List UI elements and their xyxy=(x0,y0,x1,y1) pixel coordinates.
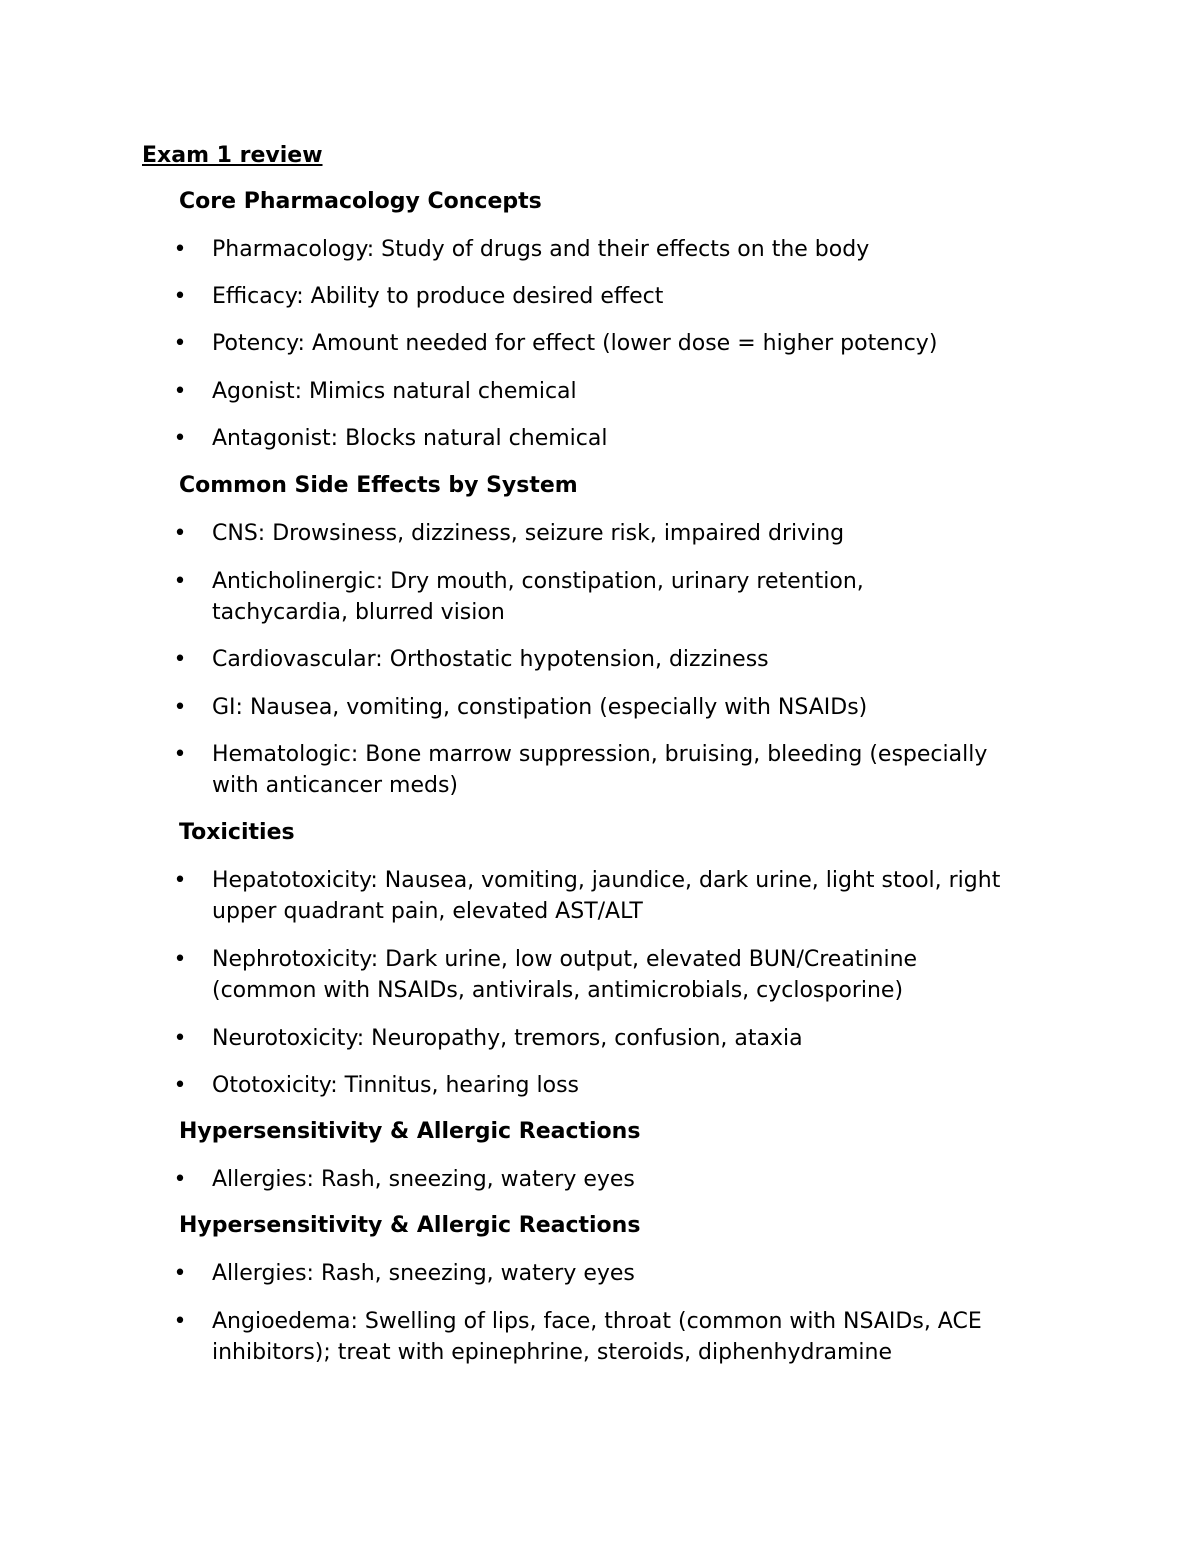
list-item-text: Nephrotoxicity: Dark urine, low output, elevated BUN/Creatinine (common with NSAIDs, antivirals, antimicrobials, cyclosporine) xyxy=(212,947,918,1003)
list-item-text: Cardiovascular: Orthostatic hypotension, dizziness xyxy=(212,647,769,672)
bullet-icon: • xyxy=(173,379,187,404)
bullet-icon: • xyxy=(173,1026,187,1051)
list-item-text: CNS: Drowsiness, dizziness, seizure risk, impaired driving xyxy=(212,521,845,546)
section-heading: Core Pharmacology Concepts xyxy=(179,189,542,214)
list-item-text: Anticholinergic: Dry mouth, constipation, urinary retention, tachycardia, blurred vision xyxy=(212,569,864,625)
bullet-icon: • xyxy=(173,1309,187,1334)
bullet-icon: • xyxy=(173,647,187,672)
list-item-text: Neurotoxicity: Neuropathy, tremors, confusion, ataxia xyxy=(212,1026,803,1051)
section-heading: Toxicities xyxy=(179,820,295,845)
list-item-text: Allergies: Rash, sneezing, watery eyes xyxy=(212,1167,635,1192)
section-heading: Hypersensitivity & Allergic Reactions xyxy=(179,1213,641,1238)
bullet-icon: • xyxy=(173,947,187,972)
list-item-text: Potency: Amount needed for effect (lower dose = higher potency) xyxy=(212,331,938,356)
list-item-text: Allergies: Rash, sneezing, watery eyes xyxy=(212,1261,635,1286)
bullet-icon: • xyxy=(173,1073,187,1098)
list-item-text: Angioedema: Swelling of lips, face, throat (common with NSAIDs, ACE inhibitors); treat with epinephrine, steroids, diphenhydramine xyxy=(212,1309,982,1365)
bullet-icon: • xyxy=(173,569,187,594)
section-heading: Hypersensitivity & Allergic Reactions xyxy=(179,1119,641,1144)
bullet-icon: • xyxy=(173,868,187,893)
page-title: Exam 1 review xyxy=(142,143,323,168)
bullet-icon: • xyxy=(173,521,187,546)
bullet-icon: • xyxy=(173,742,187,767)
list-item-text: GI: Nausea, vomiting, constipation (especially with NSAIDs) xyxy=(212,695,868,720)
list-item-text: Hepatotoxicity: Nausea, vomiting, jaundice, dark urine, light stool, right upper quadrant pain, elevated AST/ALT xyxy=(212,868,1001,924)
list-item-text: Efficacy: Ability to produce desired effect xyxy=(212,284,664,309)
list-item-text: Ototoxicity: Tinnitus, hearing loss xyxy=(212,1073,580,1098)
bullet-icon: • xyxy=(173,284,187,309)
list-item-text: Hematologic: Bone marrow suppression, bruising, bleeding (especially with anticancer meds) xyxy=(212,742,988,798)
bullet-icon: • xyxy=(173,426,187,451)
list-item-text: Pharmacology: Study of drugs and their effects on the body xyxy=(212,237,870,262)
bullet-icon: • xyxy=(173,1167,187,1192)
list-item-text: Antagonist: Blocks natural chemical xyxy=(212,426,608,451)
list-item-text: Agonist: Mimics natural chemical xyxy=(212,379,577,404)
section-heading: Common Side Effects by System xyxy=(179,473,578,498)
bullet-icon: • xyxy=(173,1261,187,1286)
bullet-icon: • xyxy=(173,237,187,262)
bullet-icon: • xyxy=(173,695,187,720)
bullet-icon: • xyxy=(173,331,187,356)
